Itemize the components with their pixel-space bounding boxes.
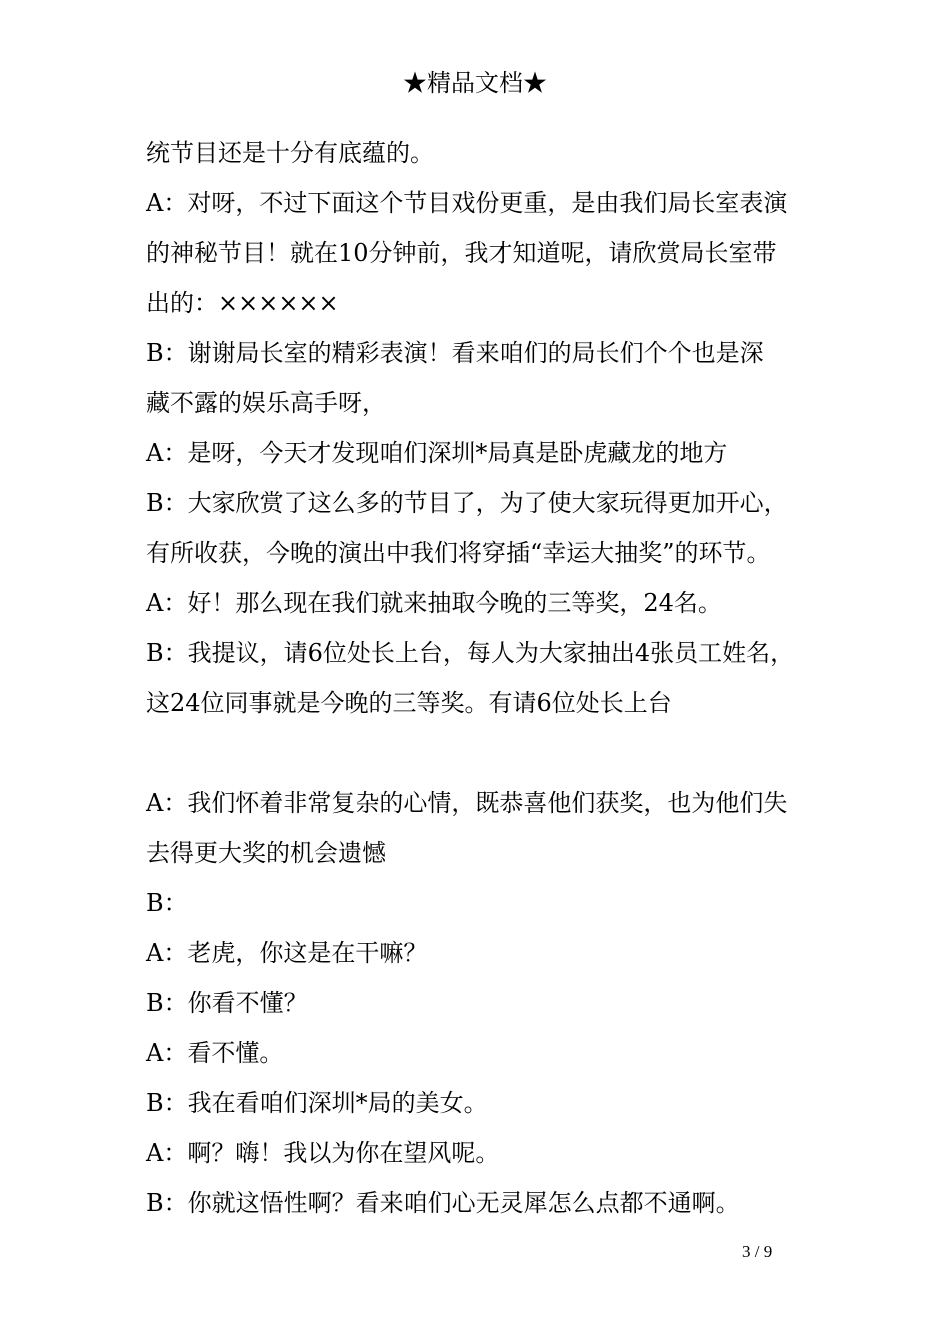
text-line: A：是呀，今天才发现咱们深圳*局真是卧虎藏龙的地方 xyxy=(146,439,728,467)
text-line: A：看不懂。 xyxy=(146,1039,284,1067)
text-line: B：你看不懂？ xyxy=(146,989,308,1017)
text-line: B：我在看咱们深圳*局的美女。 xyxy=(146,1089,488,1117)
text-line: A：啊？嗨！我以为你在望风呢。 xyxy=(146,1139,500,1167)
text-line: A：老虎，你这是在干嘛？ xyxy=(146,939,428,967)
text-line: 有所收获，今晚的演出中我们将穿插“幸运大抽奖”的环节。 xyxy=(146,539,771,567)
text-line: B：我提议，请6位处长上台，每人为大家抽出4张员工姓名， xyxy=(146,639,795,667)
paragraph-gap xyxy=(146,728,846,778)
page-number: 3 / 9 xyxy=(742,1242,773,1261)
page-header-title: ★精品文档★ xyxy=(403,69,547,97)
text-line: 出的：×××××× xyxy=(146,289,339,317)
text-line: A：好！那么现在我们就来抽取今晚的三等奖，24名。 xyxy=(146,589,722,617)
text-line: A：对呀，不过下面这个节目戏份更重，是由我们局长室表演 xyxy=(146,189,788,217)
text-line: B：你就这悟性啊？看来咱们心无灵犀怎么点都不通啊。 xyxy=(146,1189,740,1217)
text-line: 藏不露的娱乐高手呀， xyxy=(146,389,386,417)
text-line: 去得更大奖的机会遗憾 xyxy=(146,839,386,867)
text-line: B：谢谢局长室的精彩表演！看来咱们的局长们个个也是深 xyxy=(146,339,764,367)
text-line: B： xyxy=(146,889,188,917)
document-body xyxy=(146,128,846,1228)
text-line: A：我们怀着非常复杂的心情，既恭喜他们获奖，也为他们失 xyxy=(146,789,788,817)
text-line: 统节目还是十分有底蕴的。 xyxy=(146,139,434,167)
text-line: B：大家欣赏了这么多的节目了，为了使大家玩得更加开心， xyxy=(146,489,788,517)
text-line: 这24位同事就是今晚的三等奖。有请6位处长上台 xyxy=(146,689,672,717)
text-line: 的神秘节目！就在10分钟前，我才知道呢，请欣赏局长室带 xyxy=(146,239,777,267)
